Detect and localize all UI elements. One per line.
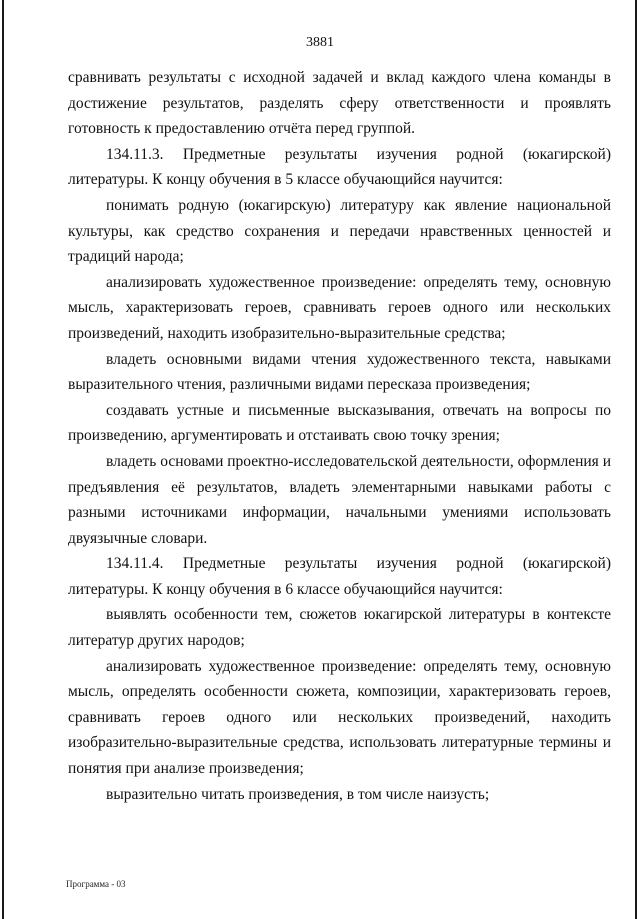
list-item: выявлять особенности тем, сюжетов юкагирской литературы в контексте литератур других народов; (68, 606, 611, 650)
list-item: владеть основными видами чтения художественного текста, навыками выразительного чтения, различными видами пересказа произведения; (68, 350, 611, 394)
page-number: 3881 (306, 35, 334, 50)
paragraph-continuation: сравнивать результаты с исходной задачей и вклад каждого члена команды в достижение результатов, разделять сферу ответственности и проявлять готовность к предоставлению отчёта перед группой. (68, 69, 611, 138)
list-item: владеть основами проектно-исследовательской деятельности, оформления и предъявления её результатов, владеть элементарными навыками работы с разными источниками информации, начальными умениями использовать двуязычные словари. (68, 452, 611, 547)
scan-border-left (2, 0, 4, 919)
page-footer: Программа - 03 (66, 879, 126, 889)
list-item: анализировать художественное произведение: определять тему, основную мысль, определять особенности сюжета, композиции, характеризовать героев, сравнивать героев одного или нескольких произведений, находить изобразительно-выразительные средства, использовать литературные термины и понятия при анализе произведения; (68, 657, 611, 778)
document-body (68, 65, 611, 807)
list-item: выразительно читать произведения, в том числе наизусть; (106, 785, 490, 803)
list-item: понимать родную (юкагирскую) литературу как явление национальной культуры, как средство сохранения и передачи нравственных ценностей и традиций народа; (68, 196, 611, 266)
section-heading-6-class: 134.11.4. Предметные результаты изучения родной (юкагирской) литературы. К концу обучения в 6 классе обучающийся научится: (68, 555, 611, 598)
scan-border-right (635, 0, 637, 919)
section-heading-5-class: 134.11.3. Предметные результаты изучения родной (юкагирской) литературы. К концу обучения в 5 классе обучающийся научится: (68, 145, 611, 189)
list-item: создавать устные и письменные высказывания, отвечать на вопросы по произведению, аргументировать и отстаивать свою точку зрения; (68, 401, 611, 445)
list-item: анализировать художественное произведение: определять тему, основную мысль, характеризовать героев, сравнивать героев одного или нескольких произведений, находить изобразительно-выразительные средства; (68, 273, 611, 342)
